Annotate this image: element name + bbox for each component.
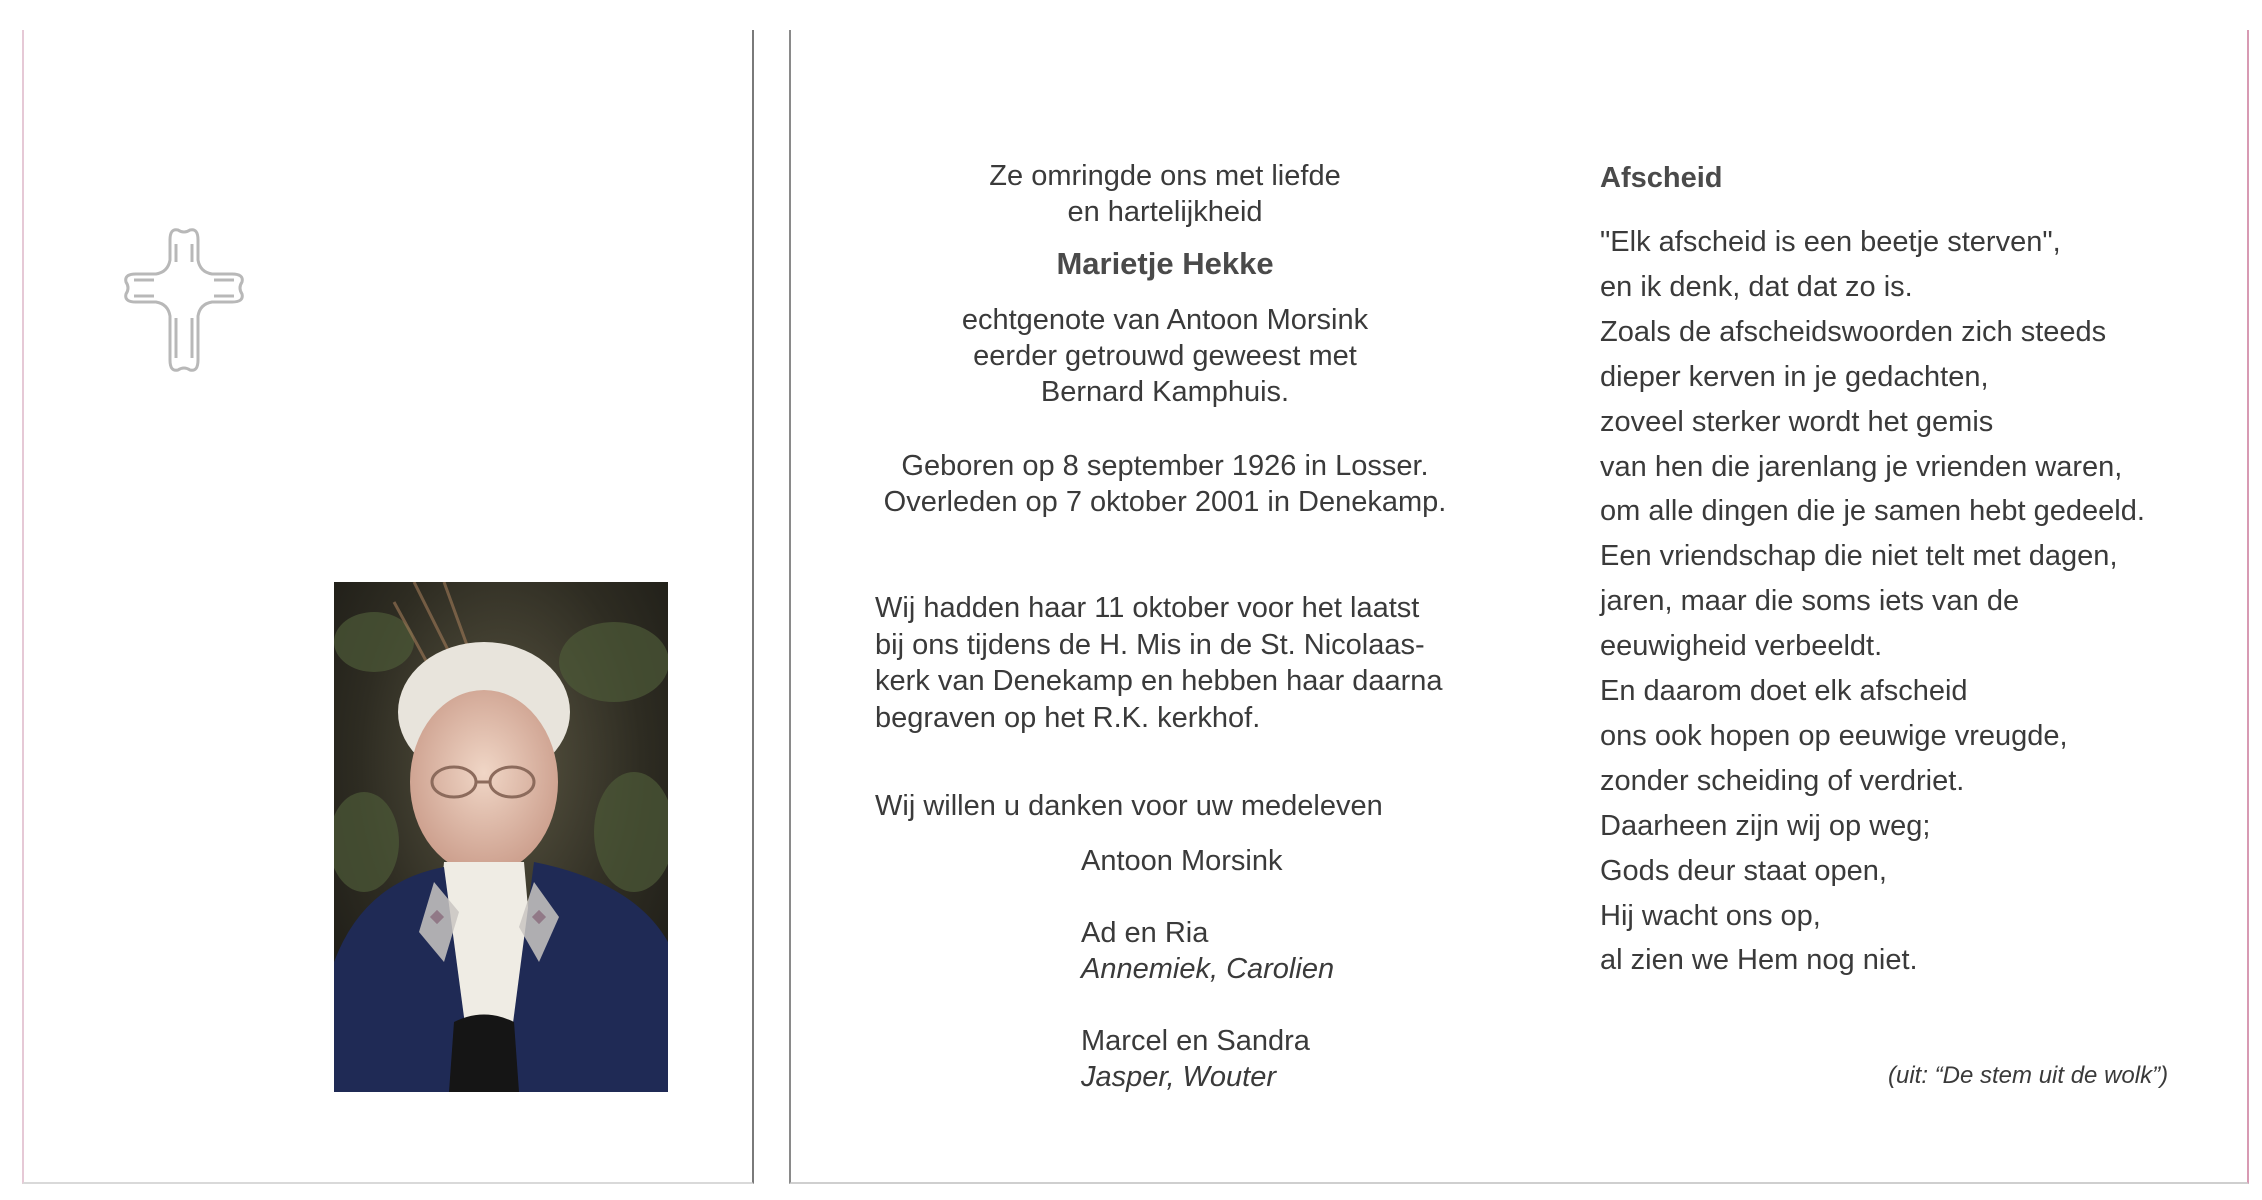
- intro-line-2: en hartelijkheid: [1067, 196, 1263, 228]
- poem-line: zoveel sterker wordt het gemis: [1600, 405, 1994, 438]
- poem-line: om alle dingen die je samen hebt gedeeld.: [1600, 495, 2145, 528]
- poem-line: En daarom doet elk afscheid: [1600, 675, 1968, 707]
- poem-title: Afscheid: [1600, 162, 1723, 194]
- family-name: Ad en Ria: [1081, 917, 1209, 949]
- poem-line: "Elk afscheid is een beetje sterven",: [1600, 226, 2061, 258]
- poem-line: en ik denk, dat dat zo is.: [1600, 270, 1913, 303]
- poem-line: eeuwigheid verbeeldt.: [1600, 630, 1883, 663]
- thanks-line: Wij willen u danken voor uw medeleven: [875, 790, 1383, 822]
- poem-line: jaren, maar die soms iets van de: [1600, 585, 2020, 618]
- family-children: Annemiek, Carolien: [1081, 953, 1335, 985]
- spouse-line-2: eerder getrouwd geweest met: [973, 340, 1357, 372]
- born-line: Geboren op 8 september 1926 in Losser.: [901, 450, 1429, 482]
- poem-line: Zoals de afscheidswoorden zich steeds: [1600, 315, 2107, 348]
- left-card: [22, 30, 754, 1184]
- family-children: Jasper, Wouter: [1081, 1061, 1277, 1093]
- funeral-line: begraven op het R.K. kerkhof.: [875, 701, 1261, 734]
- poem-line: zonder scheiding of verdriet.: [1600, 764, 1965, 797]
- poem-line: dieper kerven in je gedachten,: [1600, 360, 1989, 393]
- poem-line: van hen die jarenlang je vrienden waren,: [1600, 450, 2123, 483]
- poem-line: Een vriendschap die niet telt met dagen,: [1600, 540, 2118, 573]
- spouse-line-1: echtgenote van Antoon Morsink: [961, 304, 1369, 336]
- died-line: Overleden op 7 oktober 2001 in Denekamp.: [883, 486, 1447, 518]
- funeral-line: Wij hadden haar 11 oktober voor het laatst: [875, 592, 1420, 624]
- poem-line: Daarheen zijn wij op weg;: [1600, 809, 1931, 842]
- poem-line: Hij wacht ons op,: [1600, 899, 1821, 932]
- poem-line: ons ook hopen op eeuwige vreugde,: [1600, 719, 2068, 752]
- deceased-name: Marietje Hekke: [1056, 246, 1274, 281]
- funeral-line: bij ons tijdens de H. Mis in de St. Nicolaas-: [875, 628, 1425, 661]
- funeral-paragraph: [875, 590, 1443, 736]
- poem-source: (uit: “De stem uit de wolk”): [1888, 1062, 2169, 1089]
- cross-icon: [104, 220, 264, 390]
- funeral-line: kerk van Denekamp en hebben haar daarna: [875, 665, 1443, 697]
- poem-line: al zien we Hem nog niet.: [1600, 944, 1918, 977]
- family-name: Antoon Morsink: [1081, 845, 1283, 877]
- spouse-line-3: Bernard Kamphuis.: [1040, 376, 1290, 408]
- poem-line: Gods deur staat open,: [1600, 854, 1887, 887]
- portrait-photo: [334, 582, 668, 1092]
- intro-line-1: Ze omringde ons met liefde: [989, 160, 1341, 192]
- family-name: Marcel en Sandra: [1081, 1025, 1310, 1057]
